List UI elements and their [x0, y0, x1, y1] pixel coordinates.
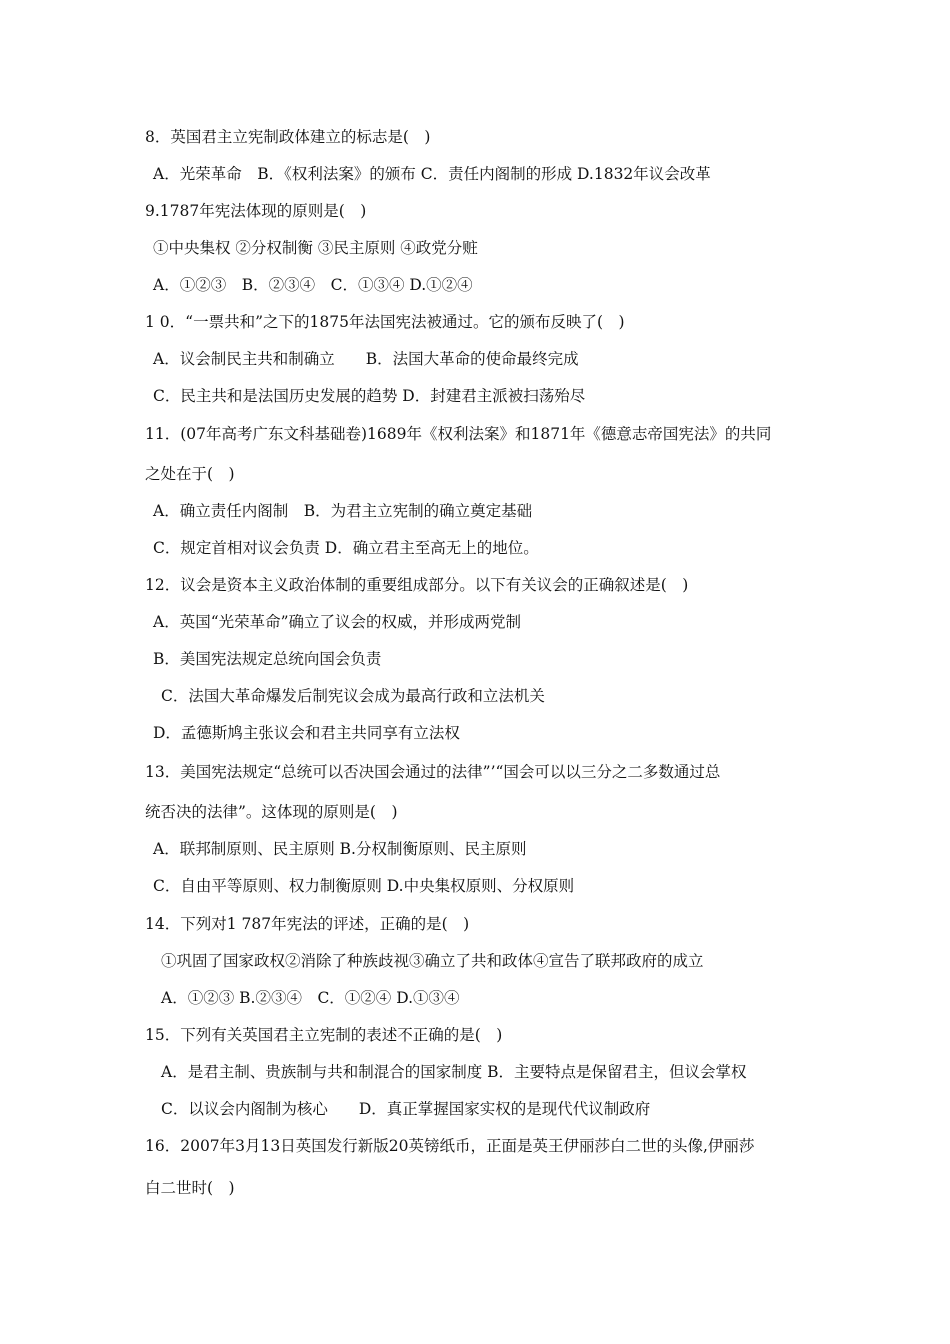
question-14-stem: 14．下列对1 787年宪法的评述，正确的是( )	[145, 915, 470, 933]
question-15-stem: 15．下列有关英国君主立宪制的表述不正确的是( )	[145, 1026, 503, 1044]
question-12-stem: 12．议会是资本主义政治体制的重要组成部分。以下有关议会的正确叙述是( )	[145, 576, 689, 594]
question-13-stem-line1: 13．美国宪法规定“总统可以否决国会通过的法律”’“国会可以以三分之二多数通过总	[145, 763, 721, 781]
question-8-options: A．光荣革命 B．《权利法案》的颁布 C．责任内阁制的形成 D.1832年议会改革	[153, 165, 711, 183]
question-11-options-ab: A．确立责任内阁制 B．为君主立宪制的确立奠定基础	[153, 502, 533, 520]
question-11-stem-line1: 11．(07年高考广东文科基础卷)1689年《权利法案》和1871年《德意志帝国宪法》的共同	[145, 425, 772, 443]
question-12-option-a: A．英国“光荣革命”确立了议会的权威，并形成两党制	[153, 613, 522, 631]
question-11-options-cd: C．规定首相对议会负责 D．确立君主至高无上的地位。	[153, 539, 539, 557]
question-16-stem-line1: 16．2007年3月13日英国发行新版20英镑纸币，正面是英王伊丽莎白二世的头像,伊丽莎	[145, 1137, 755, 1155]
question-12-option-d: D．孟德斯鸠主张议会和君主共同享有立法权	[153, 724, 460, 742]
question-13-stem-line2: 统否决的法律”。这体现的原则是( )	[145, 803, 398, 821]
question-14-items: ①巩固了国家政权②消除了种族歧视③确立了共和政体④宣告了联邦政府的成立	[161, 952, 704, 970]
question-12-option-b: B．美国宪法规定总统向国会负责	[153, 650, 382, 668]
question-12-option-c: C．法国大革命爆发后制宪议会成为最高行政和立法机关	[161, 687, 545, 705]
question-8-stem: 8．英国君主立宪制政体建立的标志是( )	[145, 128, 431, 146]
question-9-stem: 9.1787年宪法体现的原则是( )	[145, 202, 367, 220]
question-10-stem: 1 0．“一票共和”之下的1875年法国宪法被通过。它的颁布反映了( )	[145, 313, 625, 331]
question-11-stem-line2: 之处在于( )	[145, 465, 235, 483]
question-13-options-cd: C．自由平等原则、权力制衡原则 D.中央集权原则、分权原则	[153, 877, 575, 895]
question-14-options: A．①②③ B.②③④ C．①②④ D.①③④	[161, 989, 460, 1007]
question-16-stem-line2: 白二世时( )	[145, 1179, 235, 1197]
question-15-options-cd: C．以议会内阁制为核心 D．真正掌握国家实权的是现代代议制政府	[161, 1100, 651, 1118]
question-10-options-cd: C．民主共和是法国历史发展的趋势 D．封建君主派被扫荡殆尽	[153, 387, 586, 405]
question-13-options-ab: A．联邦制原则、民主原则 B.分权制衡原则、民主原则	[153, 840, 527, 858]
question-9-items: ①中央集权 ②分权制衡 ③民主原则 ④政党分赃	[153, 239, 478, 257]
question-10-options-ab: A．议会制民主共和制确立 B．法国大革命的使命最终完成	[153, 350, 579, 368]
question-9-options: A．①②③ B．②③④ C．①③④ D.①②④	[153, 276, 473, 294]
question-15-options-ab: A．是君主制、贵族制与共和制混合的国家制度 B．主要特点是保留君主，但议会掌权	[161, 1063, 747, 1081]
